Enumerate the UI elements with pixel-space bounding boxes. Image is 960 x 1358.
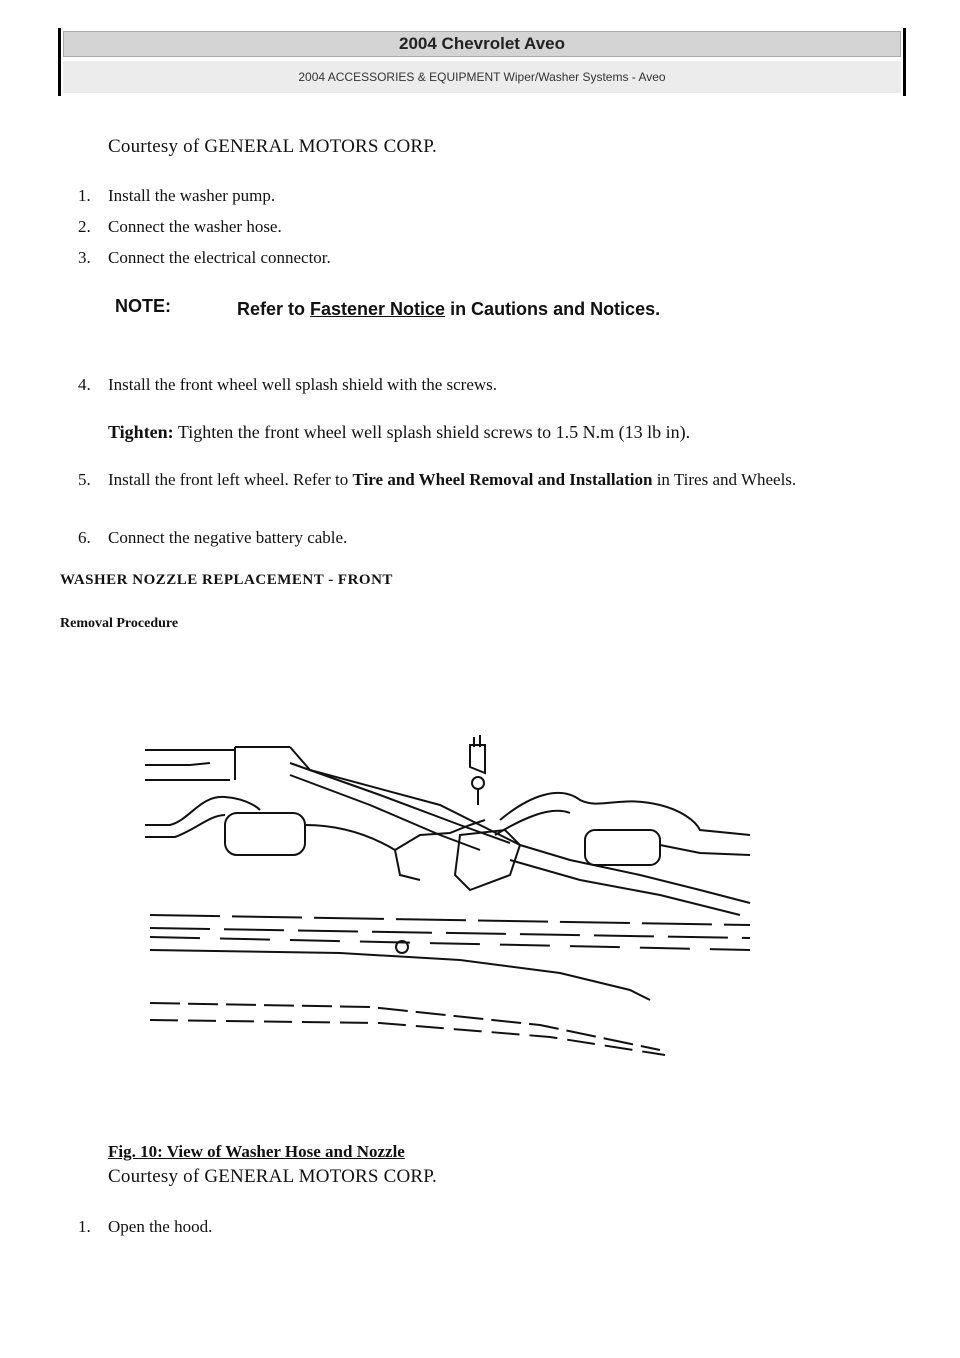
step5-prefix: Install the front left wheel. Refer to: [108, 470, 353, 489]
courtesy-line-top: Courtesy of GENERAL MOTORS CORP.: [108, 136, 437, 157]
tire-wheel-link[interactable]: Tire and Wheel Removal and Installation: [352, 470, 653, 489]
tighten-label: Tighten:: [108, 422, 174, 442]
body-panel-line: [150, 915, 750, 925]
step-text: [108, 467, 868, 492]
step-text: Connect the negative battery cable.: [108, 528, 348, 547]
note-label: NOTE:: [115, 296, 171, 316]
lower-panel-line: [150, 1020, 665, 1055]
nozzle-body: [470, 745, 485, 773]
fastener-notice-link[interactable]: Fastener Notice: [310, 299, 446, 319]
figure-caption: Fig. 10: View of Washer Hose and Nozzle: [108, 1142, 405, 1161]
body-panel-line: [150, 937, 750, 950]
step-text: Install the washer pump.: [108, 186, 276, 205]
document-title: 2004 Chevrolet Aveo: [63, 31, 901, 57]
note-suffix: in Cautions and Notices.: [445, 299, 661, 319]
nozzle-base: [472, 777, 484, 789]
step-text: Connect the washer hose.: [108, 217, 282, 236]
step-number: 6.: [78, 528, 91, 547]
washer-hose-nozzle-illustration: [140, 725, 760, 1065]
cowl-contour: [660, 845, 750, 855]
tighten-spec: [108, 422, 690, 443]
header-right-rule: [903, 28, 906, 96]
document-subtitle: 2004 ACCESSORIES & EQUIPMENT Wiper/Washer Systems - Aveo: [63, 61, 901, 93]
section-heading: WASHER NOZZLE REPLACEMENT - FRONT: [60, 572, 393, 588]
tighten-text: Tighten the front wheel well splash shield screws to 1.5 N.m (13 lb in).: [173, 422, 691, 442]
step-number: 4.: [78, 375, 91, 394]
step-number: 1.: [78, 186, 91, 205]
note-body: [237, 296, 697, 322]
courtesy-line-bottom: Courtesy of GENERAL MOTORS CORP.: [108, 1166, 437, 1187]
step-number: 5.: [78, 470, 91, 489]
step-text: Connect the electrical connector.: [108, 248, 331, 267]
step-number: 3.: [78, 248, 91, 267]
body-panel-line: [150, 928, 750, 938]
step-number: 1.: [78, 1217, 91, 1236]
body-panel-line: [150, 950, 650, 1000]
hood-panel-line: [290, 775, 480, 850]
step-text: Open the hood.: [108, 1217, 213, 1236]
right-clip: [585, 830, 660, 865]
step-number: 2.: [78, 217, 91, 236]
step-text: Install the front wheel well splash shield with the screws.: [108, 375, 498, 394]
step5-suffix: in Tires and Wheels.: [652, 470, 797, 489]
header-left-rule: [58, 28, 61, 96]
subsection-heading: Removal Procedure: [60, 616, 179, 631]
cowl-detail: [305, 825, 420, 880]
washer-hose: [510, 860, 740, 915]
note-prefix: Refer to: [237, 299, 311, 319]
cowl-contour: [145, 797, 260, 825]
left-clip: [225, 813, 305, 855]
hood-edge-line: [145, 750, 235, 780]
